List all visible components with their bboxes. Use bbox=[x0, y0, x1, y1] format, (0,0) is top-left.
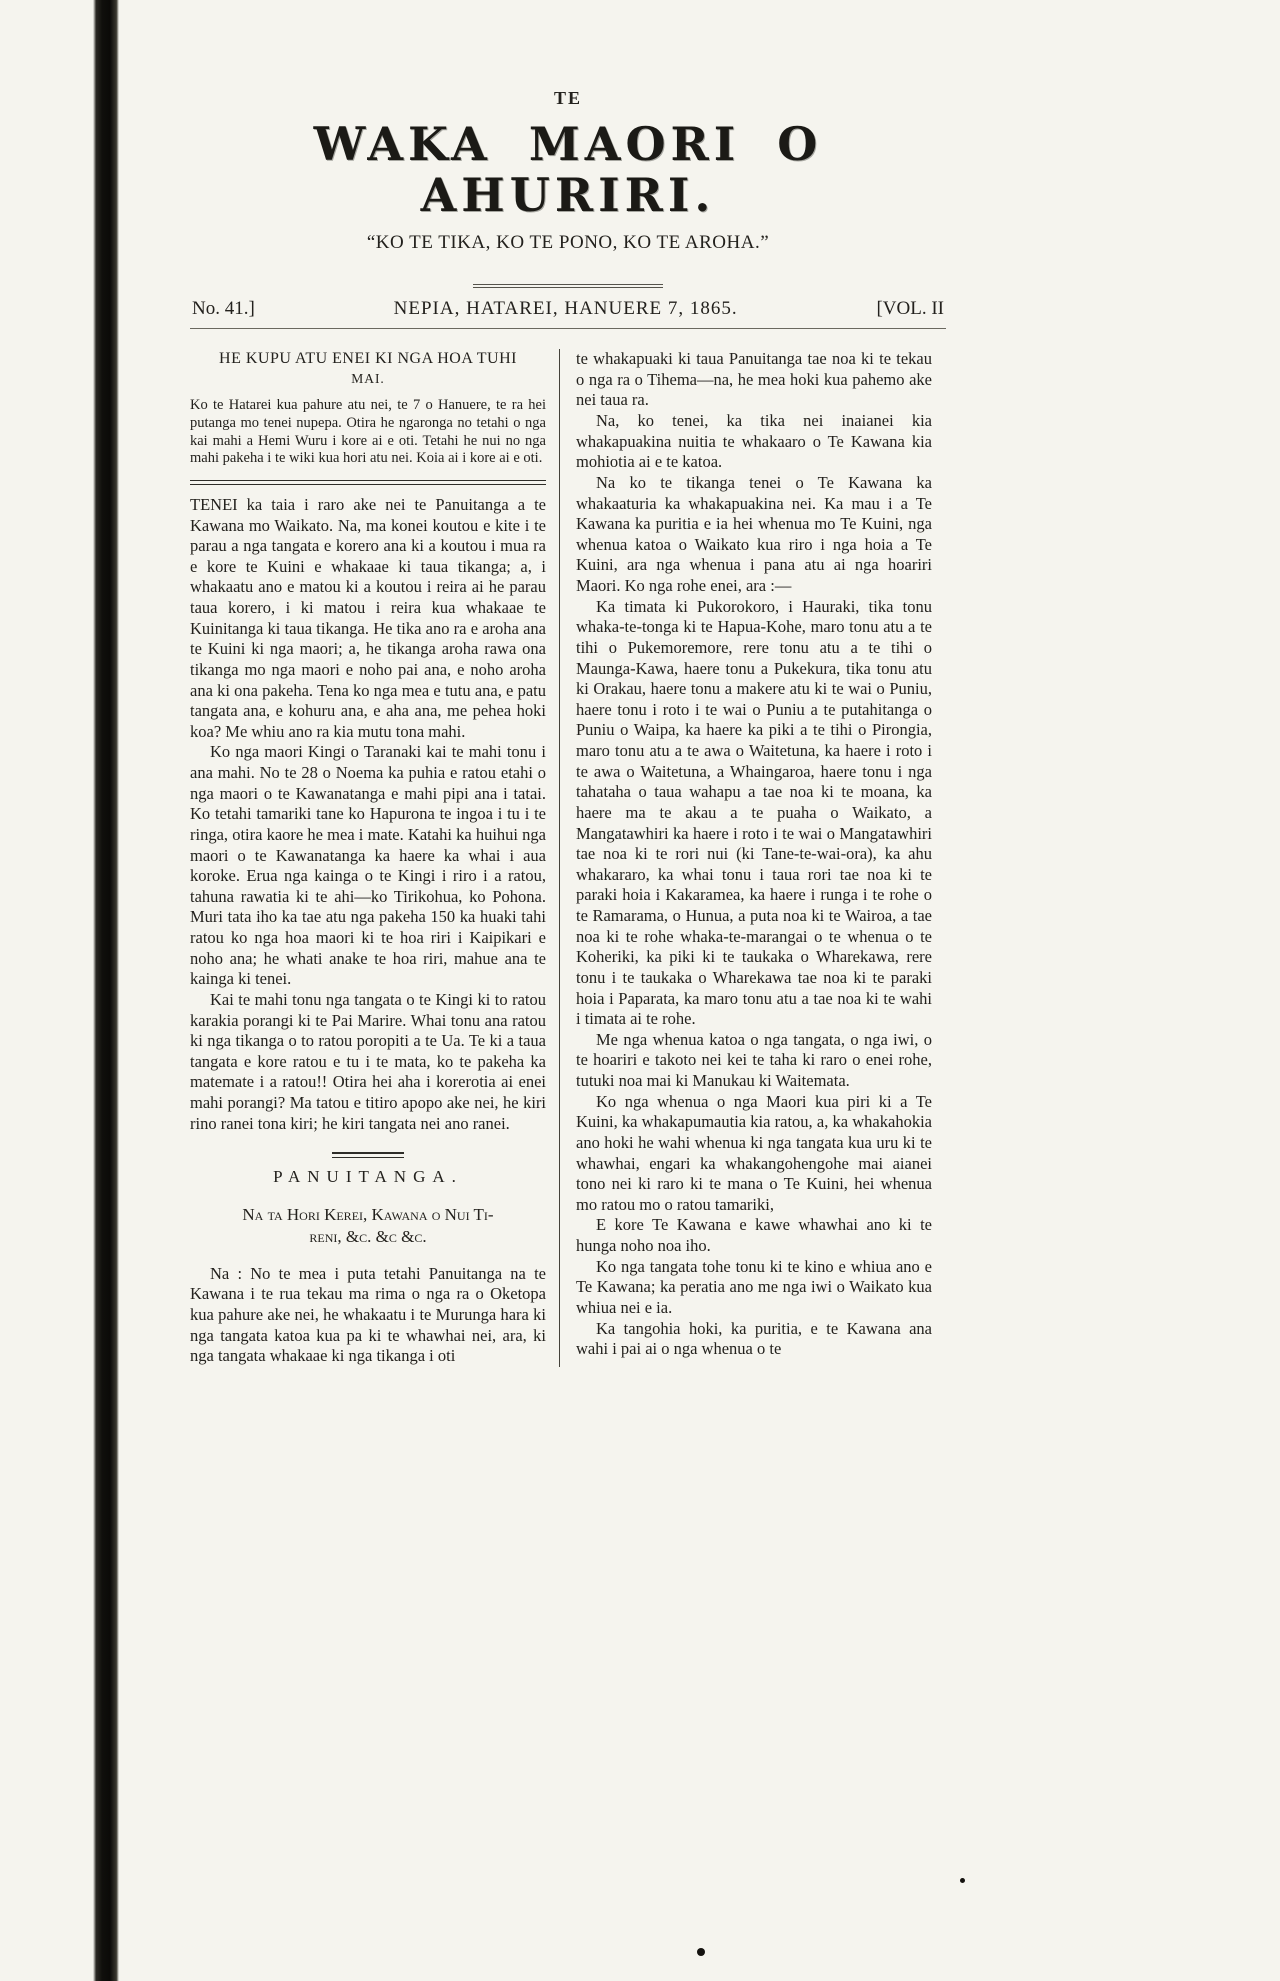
byline-line2: reni, &c. &c &c. bbox=[309, 1226, 427, 1246]
dateline-rule bbox=[190, 328, 946, 329]
paragraph: Ko nga maori Kingi o Taranaki kai te mahi tonu i ana mahi. No te 28 o Noema ka puhia e ratou etahi o nga maori o te Kawanatanga e mahi pipi ana i tatai. Ko tetahi tamariki tane ko Hapurona te ingoa i tu i te ringa, otira kaore he mea i mate. Katahi ka huihui nga maori o te Kawanatanga ka haere ka whai i aua koroke. Erua nga kainga o te Kingi i riro i a ratou, tahuna rawatia ki te ahi—ko Tirikohua, ko Pohona. Muri tata iho ka tae atu nga pakeha 150 ka huaki tahi ratou ko nga hoa maori ki te hoa riri i Kaipikari e noho ana; he whati anake te hoa riri, mahue ana te kainga ki tenei. bbox=[190, 742, 546, 989]
section-heading bbox=[190, 349, 546, 389]
byline bbox=[190, 1204, 546, 1248]
paragraph: Kai te mahi tonu nga tangata o te Kingi ki to ratou karakia porangi ki te Pai Marire. Whai tonu ana ratou ki nga tikanga o to ratou poropiti a te Ua. Te ki a taua tangata e kore ratou e tu i te mata, ko te pakeha ka matemate i a ratou!! Otira hei aha i korerotia ai enei mahi porangi? Ma tatou e titiro apopo ake nei, he kiri rino ranei tona kiri; he kiri tangata nei ano ranei. bbox=[190, 989, 546, 1133]
section-divider-rule bbox=[190, 480, 546, 485]
dateline bbox=[190, 294, 946, 328]
paragraph: Ko nga whenua o nga Maori kua piri ki a Te Kuini, ka whakapumautia kia ratou, a, ka whakahokia ano hoki he wahi whenua ki nga tangata kua uru ki te whawhai, engari ka whakangohengohe mai aianei tono nei ki raro ki te mana o Te Kuini, hei whenua mo ratou mo o ratou tamariki, bbox=[576, 1091, 932, 1214]
section-heading-line1: HE KUPU ATU ENEI KI NGA HOA TUHI bbox=[219, 350, 517, 368]
right-column bbox=[560, 349, 932, 1367]
dateline-title: NEPIA, HATAREI, HANUERE 7, 1865. bbox=[393, 298, 738, 320]
masthead bbox=[190, 88, 946, 254]
editor-note-paragraph: Ko te Hatarei kua pahure atu nei, te 7 o Hanuere, te ra hei putanga mo tenei nupepa. Otira he ngaronga no tetahi o nga kai mahi a Hemi Wuru i kore ai e oti. Tetahi he nui no nga mahi pakeha i te wiki kua hori atu nei. Koia ai i kore ai e oti. bbox=[190, 397, 546, 467]
masthead-title: WAKA MAORI O AHURIRI. bbox=[313, 117, 823, 222]
ink-spot bbox=[960, 1878, 965, 1883]
paragraph: Me nga whenua katoa o nga tangata, o nga iwi, o te hoariri e takoto nei kei te taha ki raro o enei rohe, tutuki noa mai ki Manukau ki Waitemata. bbox=[576, 1029, 932, 1091]
paragraph: Ka tangohia hoki, ka puritia, e te Kawana ana wahi i pai ai o nga whenua o te bbox=[576, 1318, 932, 1359]
binding-edge-band bbox=[93, 0, 119, 1981]
paragraph: Na, ko tenei, ka tika nei inaianei kia whakapuakina nuitia te whakaaro o Te Kawana kia mohiotia ai e te katoa. bbox=[576, 411, 932, 472]
panuitanga-heading: PANUITANGA. bbox=[273, 1167, 463, 1187]
issue-number: No. 41.] bbox=[192, 298, 255, 320]
article-columns bbox=[190, 349, 946, 1367]
masthead-rule bbox=[473, 284, 663, 288]
paragraph: Ko nga tangata tohe tonu ki te kino e whiua ano e Te Kawana; ka peratia ano me nga iwi o Waikato kua whiua nei e ia. bbox=[576, 1256, 932, 1317]
left-column bbox=[190, 349, 559, 1367]
paragraph: E kore Te Kawana e kawe whawhai ano ki te hunga noho noa iho. bbox=[576, 1215, 932, 1256]
page-content bbox=[190, 88, 946, 1367]
paragraph: Na ko te tikanga tenei o Te Kawana ka whakaaturia ka whakapuakina nei. Ka mau i a Te Kawana ka puritia e ia hei whenua mo Te Kuini, nga whenua katoa o Waikato kua riro i nga hoia a Te Kuini, ara nga whenua i pana atu ai nga hoariri Maori. Ko nga rohe enei, ara :— bbox=[576, 472, 932, 596]
masthead-motto: “KO TE TIKA, KO TE PONO, KO TE AROHA.” bbox=[366, 232, 770, 254]
ink-spot bbox=[697, 1948, 705, 1956]
byline-line1: Na ta Hori Kerei, Kawana o Nui Ti- bbox=[242, 1204, 494, 1224]
paragraph: TENEI ka taia i raro ake nei te Panuitanga a te Kawana mo Waikato. Na, ma konei koutou e kite i te parau a nga tangata e korero ana ki a koutou i mua ra e kore te Kuini e whakaae ki taua tikanga; a, i whakaatu ano e matou ki a koutou i reira ai he parau taua korero, i ki matou i reira kua whakaae te Kuinitanga ki taua tikanga. He tika ano ra e aroha ana te Kuini ki nga maori; a, he tikanga aroha rawa ona tikanga mo nga maori e noho pai ana, e noho aroha ana ki ona pakeha. Tena ko nga mea e tutu ana, e patu tangata ana, e kohuru ana, e aha ana, me pehea hoki koa? Me whiu ano ra kia mutu tona mahi. bbox=[190, 494, 546, 741]
masthead-kicker: TE bbox=[553, 88, 582, 108]
paragraph: Ka timata ki Pukorokoro, i Hauraki, tika tonu whaka-te-tonga ki te Hapua-Kohe, maro tonu atu a te tihi o Pukemoremore, rere tonu atu a te tihi o Maunga-Kawa, haere tonu a Pukekura, tika tonu atu ki Orakau, haere tonu a makere atu ki te wai o Puniu, haere tonu i roto i te wai o Puniu a te putahitanga o Puniu o Waipa, ka haere ka piki a te tihi o Pirongia, maro tonu atu a te awa o Waitetuna, ka haere i roto i te awa o Waitetuna, a Whaingaroa, haere tonu i nga tahataha o taua wahapu a tae noa ki te moana, ka haere ma te akau a te puaha o Waikato, a Mangatawhiri ka haere i roto i te wai o Mangatawhiri tae noa ki te rori nui (ki Tane-te-wai-ora), ka ahu whakararo, ka whai tonu i taua rori tae noa ki te paraki hoia i Kakaramea, ka haere i runga i te rohe o te Ramarama, o Hunua, a puta noa ki te Wairoa, a tae noa ki te rohe whaka-te-marangai o te whenua o te Koheriki, ka piki ki te taukaka o Wharekawa, rere tonu i te taukaka o Wharekawa tae noa ki te paraki hoia i Paparata, ka maro tonu atu a tae noa ki te wahi i timata ai te rohe. bbox=[576, 596, 932, 1029]
paragraph: Na : No te mea i puta tetahi Panuitanga na te Kawana i te rua tekau ma rima o nga ra o Oketopa kua pahure ake nei, he whakaatu i te Murunga hara ki nga tangata katoa kua pa ki te whawhai nei, ara, ki nga tangata whakaae ki nga tikanga i oti bbox=[190, 1263, 546, 1366]
section-heading-line2: MAI. bbox=[351, 371, 385, 387]
volume-number: [VOL. II bbox=[876, 298, 944, 320]
section-divider-rule bbox=[332, 1152, 404, 1158]
paragraph: te whakapuaki ki taua Panuitanga tae noa ki te tekau o nga ra o Tihema—na, he mea hoki kua pahemo ake nei taua ra. bbox=[576, 349, 932, 410]
